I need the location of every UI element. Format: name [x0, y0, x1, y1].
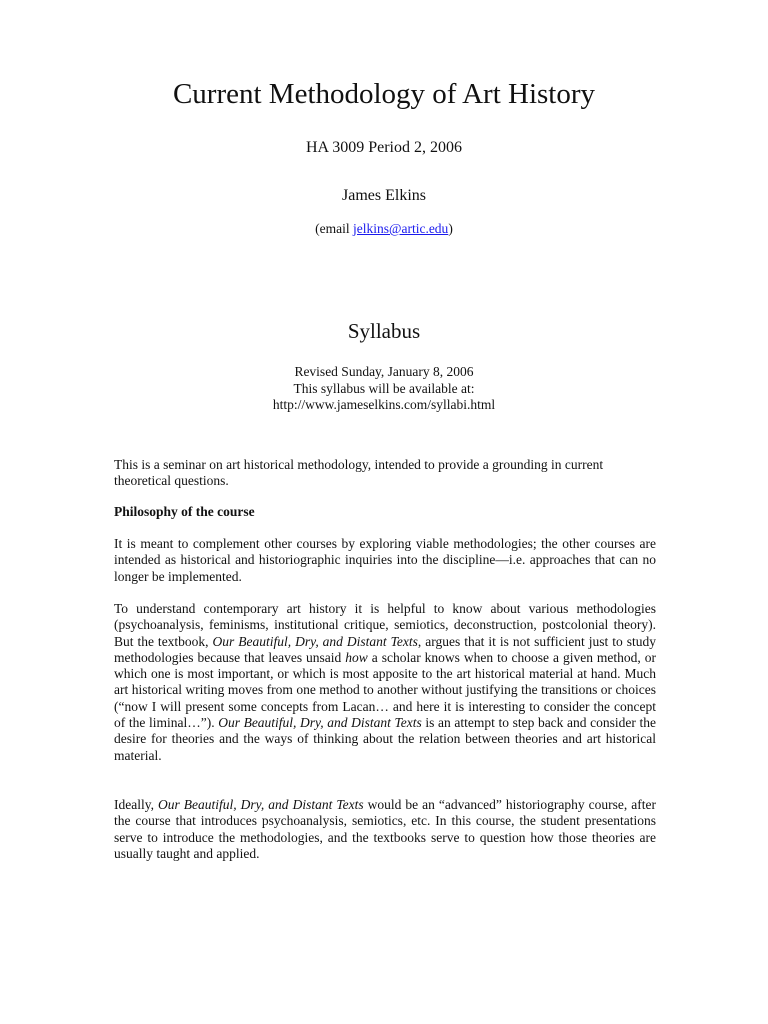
email-suffix: ) [448, 221, 453, 236]
syllabus-heading: Syllabus [347, 319, 421, 343]
p3-text-2: would be an “advanced” historiography course, after the course that introduces psychoanalysis, semiotics, etc. In this course, the student presentations serve to introduce the methodologies, and the textbooks serve to question how those theories are usually taught and applied. [114, 797, 656, 861]
p2-text-1: To understand contemporary art history it is helpful to know about various methodologies (psychoanalysis, feminisms, institutional critique, semiotics, deconstruction, postcolonial theory). But the textbook, [114, 601, 656, 649]
philosophy-paragraph-3 [114, 797, 656, 862]
p2-book-title-1: Our Beautiful, Dry, and Distant Texts [212, 633, 418, 649]
p2-text-3: a scholar knows when to choose a given method, or which one is most important, or which is most apposite to the art historical material at hand. Much art historical writing moves from one method to another without justifying the transitions or choices (“now I will present some concepts from Lacan… and here it is interesting to consider the concept of the liminal…”). [114, 649, 656, 731]
page-title: Current Methodology of Art History [172, 78, 596, 110]
availability-note: This syllabus will be available at: [293, 380, 475, 396]
p3-book-title: Our Beautiful, Dry, and Distant Texts [158, 797, 364, 812]
syllabus-url: http://www.jameselkins.com/syllabi.html [272, 397, 496, 412]
email-link[interactable]: jelkins@artic.edu [353, 221, 449, 236]
intro-paragraph: This is a seminar on art historical methodology, intended to provide a grounding in current theoretical questions. [114, 457, 604, 489]
revised-date: Revised Sunday, January 8, 2006 [294, 364, 474, 379]
p2-how: how [345, 649, 368, 665]
email-prefix: (email [315, 221, 354, 236]
revision-block [0, 364, 768, 414]
p2-text-4: is an attempt to step back and consider the desire for theories and the ways of thinking about the relation between theories and art historical material. [114, 715, 656, 763]
philosophy-paragraph-2 [114, 601, 656, 764]
course-code: HA 3009 Period 2, 2006 [306, 139, 462, 156]
p2-book-title-2: Our Beautiful, Dry, and Distant Texts [218, 715, 422, 731]
author-name: James Elkins [342, 187, 426, 204]
philosophy-paragraph-1: It is meant to complement other courses by exploring viable methodologies; the other courses are intended as historical and historiographic inquiries into the discipline—i.e. approaches that can no longer be implemented. [114, 536, 656, 584]
author-email-line [0, 220, 768, 237]
philosophy-heading: Philosophy of the course [114, 504, 255, 519]
p3-text-1: Ideally, [114, 797, 158, 812]
p2-text-2: , argues that it is not sufficient just to study methodologies because that leaves unsaid [114, 633, 656, 665]
